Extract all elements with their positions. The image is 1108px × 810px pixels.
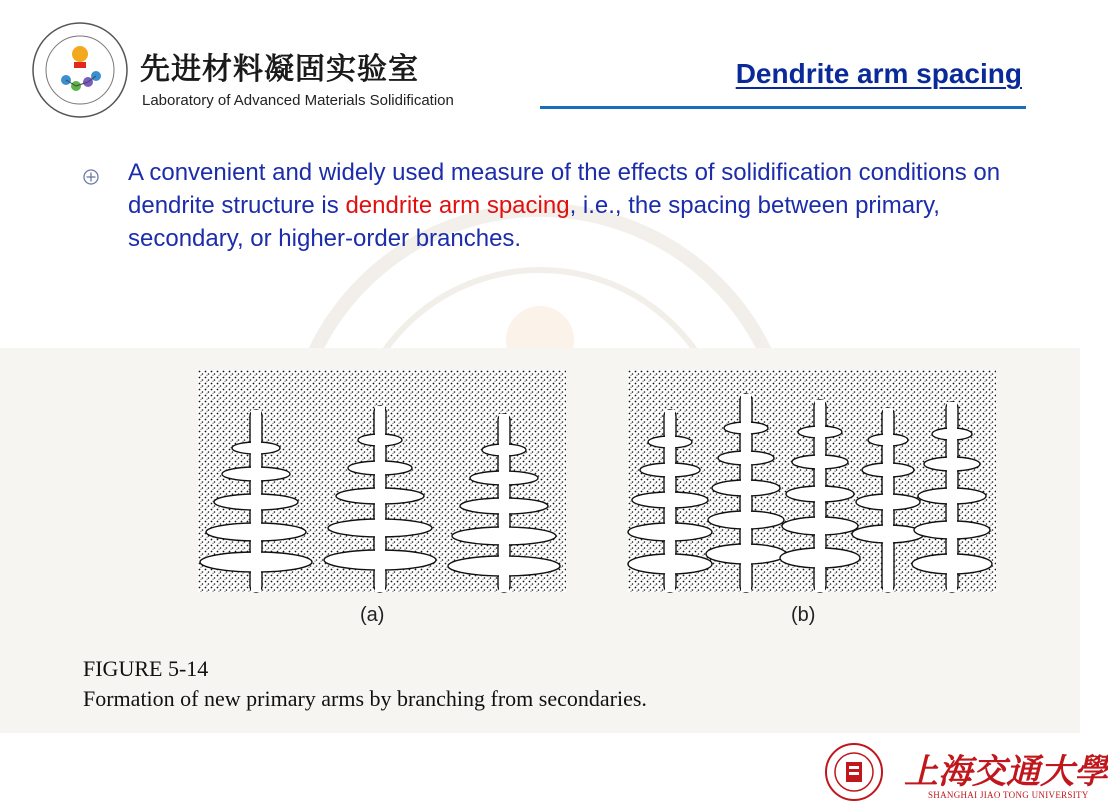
- slide-title: Dendrite arm spacing: [735, 58, 1022, 89]
- university-name-chinese: 上海交通大學: [904, 752, 1108, 792]
- lab-name-english: Laboratory of Advanced Materials Solidification: [142, 92, 454, 109]
- bullet-paragraph: [128, 156, 1008, 255]
- figure-caption: Formation of new primary arms by branching from secondaries.: [83, 686, 647, 711]
- highlighted-term: dendrite arm spacing: [345, 192, 570, 219]
- university-name-english: SHANGHAI JIAO TONG UNIVERSITY: [928, 790, 1089, 800]
- figure-number: FIGURE 5-14: [83, 656, 209, 681]
- dendrite-illustration-b: [628, 370, 996, 592]
- lab-logo: [30, 20, 130, 120]
- paragraph-text-end: , i.e., the spacing between primary, secondary, or higher-order branches.: [128, 192, 940, 252]
- panel-b-label: (b): [791, 604, 816, 626]
- dendrite-illustration-a: [198, 370, 566, 592]
- figure-panel-a: [198, 370, 566, 592]
- figure-panel-b: [628, 370, 996, 592]
- university-seal-icon: [824, 742, 884, 802]
- title-divider: [540, 106, 1026, 109]
- circled-plus-bullet-icon: [81, 167, 101, 187]
- paragraph-text-start: A convenient and widely used measure of the effects of solidification conditions on dendrite structure is: [128, 159, 1001, 219]
- panel-a-label: (a): [360, 604, 385, 626]
- lab-name-chinese: 先进材料凝固实验室: [140, 52, 419, 87]
